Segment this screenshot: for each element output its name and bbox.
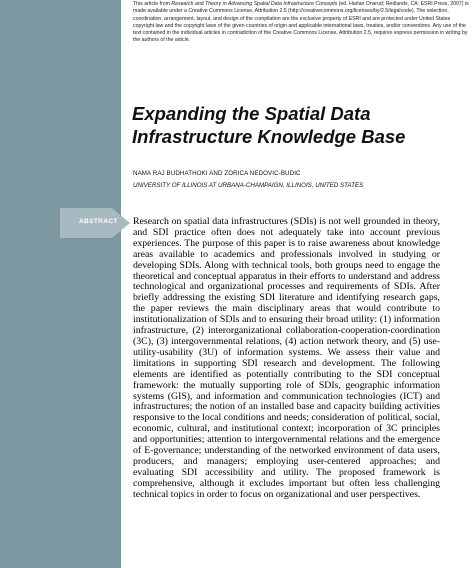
notice-prefix: This article from [133,1,172,7]
abstract-label: ABSTRACT [79,218,118,225]
notice-body: (ed. Harlan Onsrud; Redlands, CA: ESRI Press, 2007) is made available under a Creative Commons License, Attribution 2.5 (http://creativecommons.org/licenses/by/2.5/legalcode). The selection, coordination, arrangement, layout, and design of the compilation are the exclusive property of ESRI and are protected under United States copyright law and the copyright laws of the given countries of origin and applicable international laws, treaties, and/or conventions. Any use of the text contained in the individual articles in contradiction of the Creative Commons License, Attribution 2.5, requires express permission in writing by the authors of the article. [133,1,469,44]
title-line-1: Expanding the Spatial Data [132,103,371,124]
abstract-label-tag [60,208,130,238]
copyright-notice [133,1,469,45]
abstract-text: Research on spatial data infrastructures (SDIs) is not well grounded in theory, and SDI practice often does not adequately take into account previous experiences. The purpose of this paper is to raise awareness about knowledge areas available to academics and professionals involved in studying or developing SDIs. Along with technical tools, both groups need to engage the theoretical and conceptual apparatus in their efforts to understand and address technological and organizational processes and requirements of SDIs. After briefly addressing the existing SDI literature and identifying research gaps, the paper reviews the main disciplinary areas that would contribute to institutionalization of SDIs and to ensuring their broad utility: (1) information infrastructure, (2) interorganizational collaboration-cooperation-coordination (3C), (3) intergovernmental relations, (4) action network theory, and (5) use-utility-usability (3U) of information systems. We assess their value and limitations in supporting SDI research and development. The following elements are identified as potentially contributing to the SDI conceptual framework: the mutually supporting role of SDIs, geographic information systems (GIS), and information and communication technologies (ICT) and infrastructures; the notion of an installed base and capacity building activities responsive to the local conditions and needs; consideration of political, social, economic, cultural, and institutional context; incorporation of 3C principles and opportunities; attention to intergovernmental relations and the emergence of E-governance; understanding of the networked environment of data users, producers, and managers; employing user-centered approaches; and evaluating SDI accessibility and utility. The proposed framework is comprehensive, although it excludes important but often less challenging technical topics in order to focus on organizational and user perspectives. [133,216,440,500]
authors: NAMA RAJ BUDHATHOKI AND ZORICA NEDOVIC-BUDIC [133,170,301,177]
sidebar-band [0,0,121,568]
title-line-2: Infrastructure Knowledge Base [132,125,406,147]
article-title [132,103,472,148]
affiliation: UNIVERSITY OF ILLINOIS AT URBANA-CHAMPAIGN, ILLINOIS, UNITED STATES [133,182,364,189]
notice-book-title: Research and Theory in Advancing Spatial Data Infrastructure Concepts [171,1,338,7]
